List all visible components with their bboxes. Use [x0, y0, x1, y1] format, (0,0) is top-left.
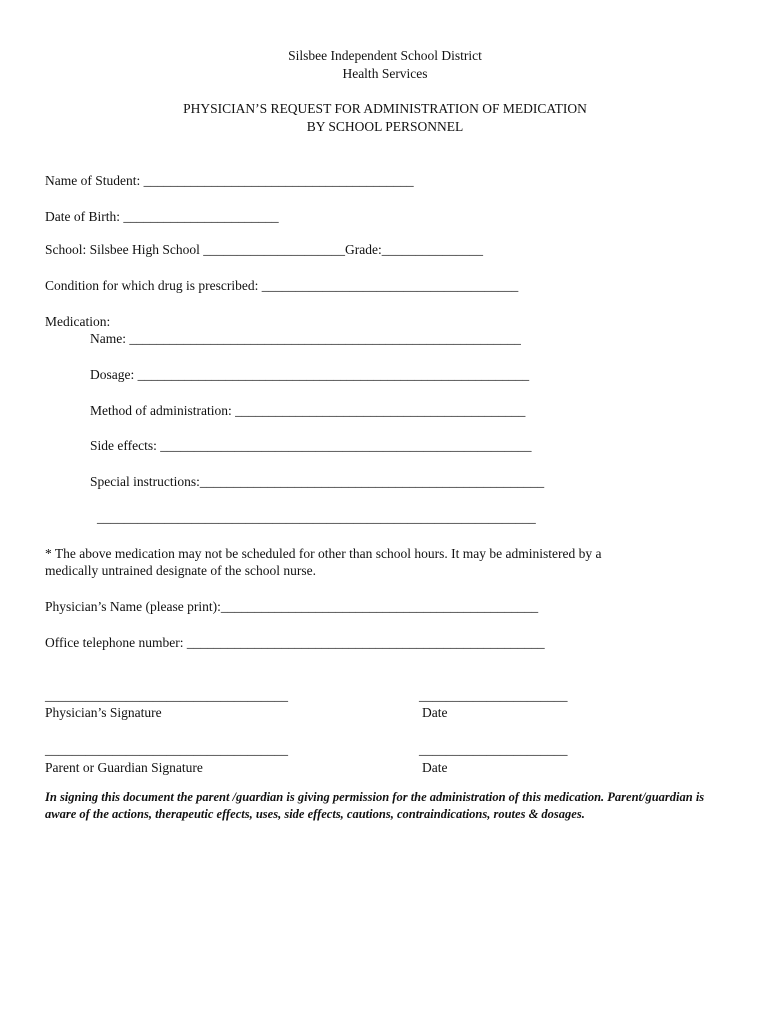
consent-statement: In signing this document the parent /guardian is giving permission for the administration of this medication. Parent/guardian is aware of the actions, therapeutic effects, uses, side effects, cautions, contraindications, routes & dosages. [45, 790, 705, 821]
special-instructions-field[interactable]: Special instructions:___________________________________________________ [90, 474, 545, 489]
school-grade-field[interactable]: School: Silsbee High School _____________________Grade:_______________ [45, 242, 483, 257]
physician-date-label: Date [422, 705, 448, 720]
office-telephone-field[interactable]: Office telephone number: _____________________________________________________ [45, 635, 545, 650]
medication-label: Medication: [45, 314, 111, 329]
physician-signature-label: Physician’s Signature [45, 705, 162, 720]
notice-line-1: * The above medication may not be scheduled for other than school hours. It may be administered by a [45, 546, 602, 561]
form-title-line-2: BY SCHOOL PERSONNEL [306, 119, 464, 134]
physician-name-field[interactable]: Physician’s Name (please print):_______________________________________________ [45, 599, 539, 614]
student-name-field[interactable]: Name of Student: ________________________________________ [45, 173, 414, 188]
department-name: Health Services [342, 66, 428, 81]
parent-date-label: Date [422, 760, 448, 775]
date-of-birth-field[interactable]: Date of Birth: _______________________ [45, 209, 279, 224]
notice-line-2: medically untrained designate of the school nurse. [45, 563, 317, 578]
physician-date-line[interactable]: ______________________ [419, 688, 568, 703]
medication-name-field[interactable]: Name: __________________________________________________________ [90, 331, 521, 346]
method-of-administration-field[interactable]: Method of administration: ___________________________________________ [90, 403, 526, 418]
physician-signature-line[interactable]: ____________________________________ [45, 688, 288, 703]
parent-signature-label: Parent or Guardian Signature [45, 760, 203, 775]
parent-signature-line[interactable]: ____________________________________ [45, 742, 288, 757]
district-name: Silsbee Independent School District [288, 48, 482, 63]
condition-field[interactable]: Condition for which drug is prescribed: ______________________________________ [45, 278, 519, 293]
form-title-line-1: PHYSICIAN’S REQUEST FOR ADMINISTRATION OF MEDICATION [183, 101, 587, 116]
side-effects-field[interactable]: Side effects: _______________________________________________________ [90, 438, 532, 453]
special-instructions-extra-line[interactable]: _________________________________________________________________ [97, 510, 536, 525]
parent-date-line[interactable]: ______________________ [419, 742, 568, 757]
dosage-field[interactable]: Dosage: __________________________________________________________ [90, 367, 530, 382]
